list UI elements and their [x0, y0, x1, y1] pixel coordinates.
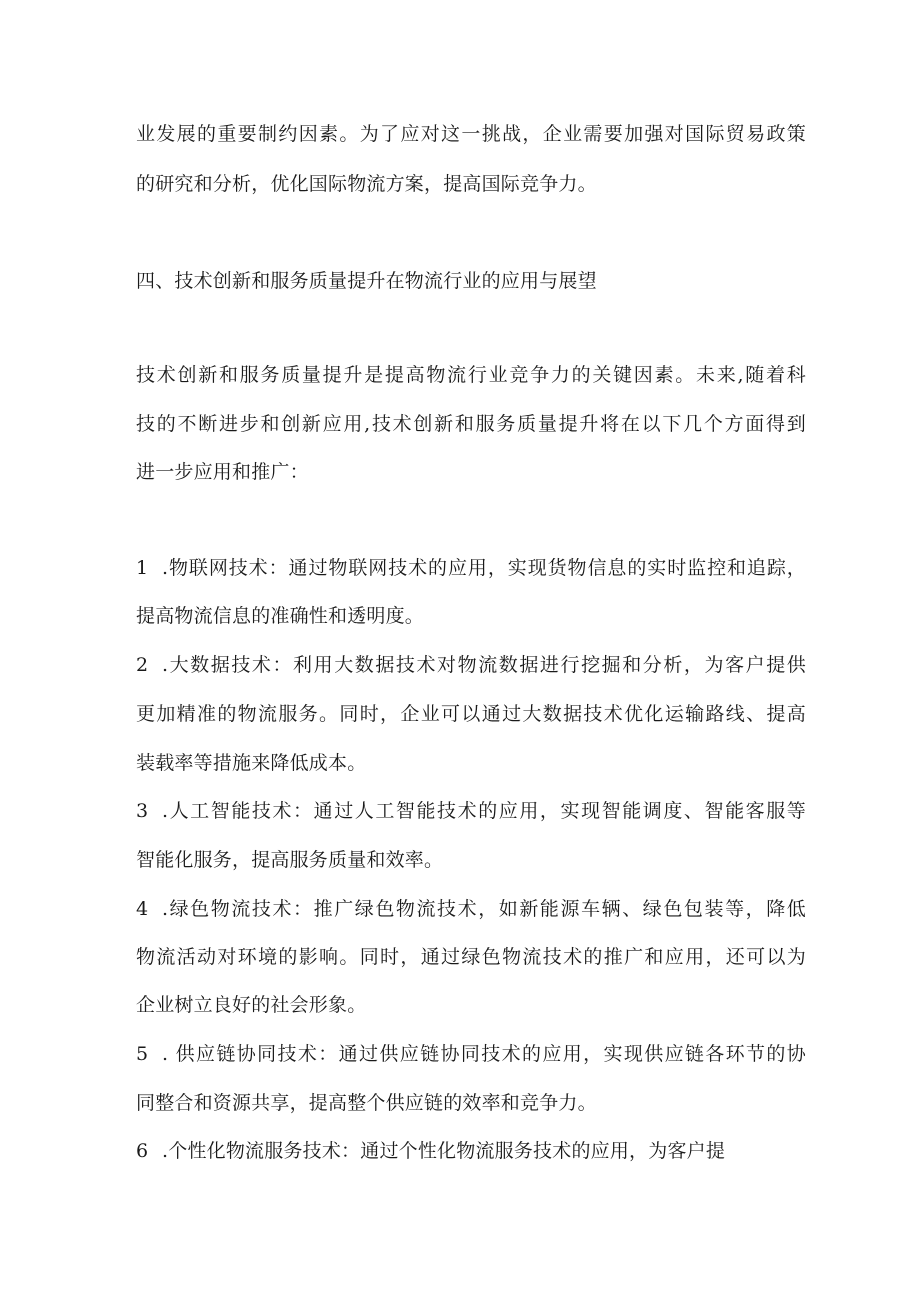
list-item-text: .人工智能技术：通过人工智能技术的应用，实现智能调度、智能客服等 [162, 800, 806, 822]
section-heading: 四、技术创新和服务质量提升在物流行业的应用与展望 [136, 270, 597, 292]
list-item-6 [136, 1138, 806, 1164]
list-item-text: . 供应链协同技术：通过供应链协同技术的应用，实现供应链各环节的协 [162, 1043, 806, 1065]
list-item-5-line-2: 同整合和资源共享，提高整个供应链的效率和竞争力。 [136, 1092, 597, 1114]
list-item-text: .大数据技术：利用大数据技术对物流数据进行挖掘和分析，为客户提供 [162, 654, 806, 676]
list-item-2-line-3: 装载率等措施来降低成本。 [136, 752, 367, 774]
list-item-5 [136, 1041, 806, 1067]
intro-line-1: 技术创新和服务质量提升是提高物流行业竞争力的关键因素。未来,随着科 [136, 364, 806, 386]
list-item-4 [136, 896, 806, 922]
list-item-text: .个性化物流服务技术：通过个性化物流服务技术的应用，为客户提 [162, 1140, 726, 1162]
list-item-2 [136, 652, 806, 678]
list-item-number: 6 [136, 1140, 149, 1162]
paragraph-top-line-2: 的研究和分析，优化国际物流方案，提高国际竞争力。 [136, 173, 597, 195]
list-item-text: .物联网技术：通过物联网技术的应用，实现货物信息的实时监控和追踪， [162, 557, 806, 579]
list-item-number: 4 [136, 898, 149, 920]
list-item-3-line-2: 智能化服务，提高服务质量和效率。 [136, 849, 444, 871]
list-item-1-line-2: 提高物流信息的准确性和透明度。 [136, 605, 425, 627]
list-item-text: .绿色物流技术：推广绿色物流技术，如新能源车辆、绿色包装等，降低 [162, 898, 806, 920]
intro-line-3: 进一步应用和推广： [136, 461, 309, 483]
paragraph-top-line-1: 业发展的重要制约因素。为了应对这一挑战，企业需要加强对国际贸易政策 [136, 123, 806, 145]
list-item-3 [136, 798, 806, 824]
list-item-number: 5 [136, 1043, 149, 1065]
list-item-4-line-3: 企业树立良好的社会形象。 [136, 994, 367, 1016]
list-item-number: 2 [136, 654, 149, 676]
list-item-4-line-2: 物流活动对环境的影响。同时，通过绿色物流技术的推广和应用，还可以为 [136, 946, 806, 968]
list-item-number: 1 [136, 557, 149, 579]
list-item-number: 3 [136, 800, 149, 822]
list-item-1 [136, 555, 806, 581]
intro-line-2: 技的不断进步和创新应用,技术创新和服务质量提升将在以下几个方面得到 [136, 413, 806, 435]
list-item-2-line-2: 更加精准的物流服务。同时，企业可以通过大数据技术优化运输路线、提高 [136, 703, 806, 725]
